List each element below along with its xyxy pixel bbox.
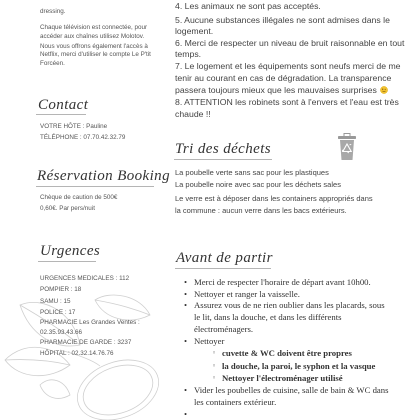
departure-item-continued: électroménagers. bbox=[194, 323, 254, 334]
departure-item-continued: le lit, dans la douche, et dans les différents bbox=[194, 311, 342, 322]
waste-line: La poubelle verte sans sac pour les plastiques bbox=[175, 167, 329, 177]
rule-text: passera toujours mieux que les mauvaises surprises bbox=[175, 85, 377, 95]
rule-line: 7. Le logement et les équipements sont neufs merci de me bbox=[175, 61, 401, 71]
emergency-line: SAMU : 15 bbox=[40, 298, 71, 305]
recycle-bin-icon bbox=[337, 133, 357, 161]
rule-line: 5. Aucune substances illégales ne sont admises dans le bbox=[175, 15, 390, 25]
departure-item-continued: les containers extérieur. bbox=[194, 396, 277, 407]
emergency-line: 02.35.93.43.66 bbox=[40, 329, 83, 336]
tv-info-line: Nous vous offrons également l'accès à bbox=[40, 43, 148, 50]
rule-line: temps. bbox=[175, 49, 202, 59]
rule-line: chaude !! bbox=[175, 109, 211, 119]
departure-heading: Avant de partir bbox=[176, 250, 273, 266]
emergency-line: PHARMACIE DE GARDE : 3237 bbox=[40, 339, 132, 346]
departure-item: • Nettoyer et ranger la vaisselle. bbox=[194, 289, 300, 300]
tv-info-line: Forcéen. bbox=[40, 60, 65, 67]
tourist-tax-line: 0,60€. Par pers/nuit bbox=[40, 205, 95, 212]
departure-item: • Vider les poubelles de cuisine, salle de bain & WC dans bbox=[194, 385, 389, 396]
heading-underline bbox=[36, 186, 154, 187]
heading-underline bbox=[174, 159, 272, 160]
booking-heading: Réservation Booking bbox=[37, 168, 170, 184]
emergency-line: POMPIER : 18 bbox=[40, 286, 82, 293]
urgences-heading: Urgences bbox=[40, 243, 101, 259]
tv-info-line: accéder aux chaînes utilisez Molotov. bbox=[40, 33, 145, 40]
rule-line: 4. Les animaux ne sont pas acceptés. bbox=[175, 1, 321, 11]
phone-line: TÉLÉPHONE : 07.70.42.32.79 bbox=[40, 134, 126, 141]
departure-item: • Merci de respecter l'horaire de départ avant 10h00. bbox=[194, 277, 371, 288]
waste-line: Le verre est à déposer dans les containers appropriés dans bbox=[175, 193, 373, 203]
rule-line: tenir au courant en cas de dégradation. La transparence bbox=[175, 73, 392, 83]
waste-sorting-heading: Tri des déchets bbox=[175, 141, 271, 157]
departure-item: • Assurez vous de ne rien oublier dans les placards, sous bbox=[194, 300, 385, 311]
departure-subitem: ◦ cuvette & WC doivent être propres bbox=[222, 348, 352, 359]
electric-info-line: dressing. bbox=[40, 8, 66, 15]
departure-subitem: ◦ la douche, la paroi, le syphon et la vasque bbox=[222, 361, 375, 372]
heading-underline bbox=[38, 261, 96, 262]
emergency-line: POLICE : 17 bbox=[40, 309, 76, 316]
heading-underline bbox=[36, 114, 86, 115]
heading-underline bbox=[175, 268, 271, 269]
waste-line: la commune : aucun verre dans les bacs extérieurs. bbox=[175, 205, 347, 215]
departure-item: • Nettoyer bbox=[194, 336, 224, 347]
tv-info-line: Chaque télévision est connectée, pour bbox=[40, 24, 148, 31]
rule-line: logement. bbox=[175, 26, 214, 36]
emergency-line: HÔPITAL : 02.32.14.76.76 bbox=[40, 350, 114, 357]
tv-info-line: Netflix, merci d'utiliser le compte Le P'tit bbox=[40, 51, 151, 58]
host-line: VOTRE HÔTE : Pauline bbox=[40, 123, 108, 130]
rule-line bbox=[175, 85, 388, 96]
contact-heading: Contact bbox=[38, 97, 89, 113]
wink-emoji-icon bbox=[380, 86, 388, 94]
rule-line: 8. ATTENTION les robinets sont à l'envers et l'eau est très bbox=[175, 97, 399, 107]
deposit-line: Chèque de caution de 500€ bbox=[40, 194, 118, 201]
emergency-line: URGENCES MEDICALES : 112 bbox=[40, 275, 130, 282]
rule-line: 6. Merci de respecter un niveau de bruit raisonnable en tout bbox=[175, 38, 405, 48]
departure-subitem: ◦ Nettoyer l'électroménager utilisé bbox=[222, 373, 343, 384]
emergency-line: PHARMACIE Les Grandes Ventes : bbox=[40, 319, 140, 326]
waste-line: La poubelle noire avec sac pour les déchets sales bbox=[175, 179, 341, 189]
